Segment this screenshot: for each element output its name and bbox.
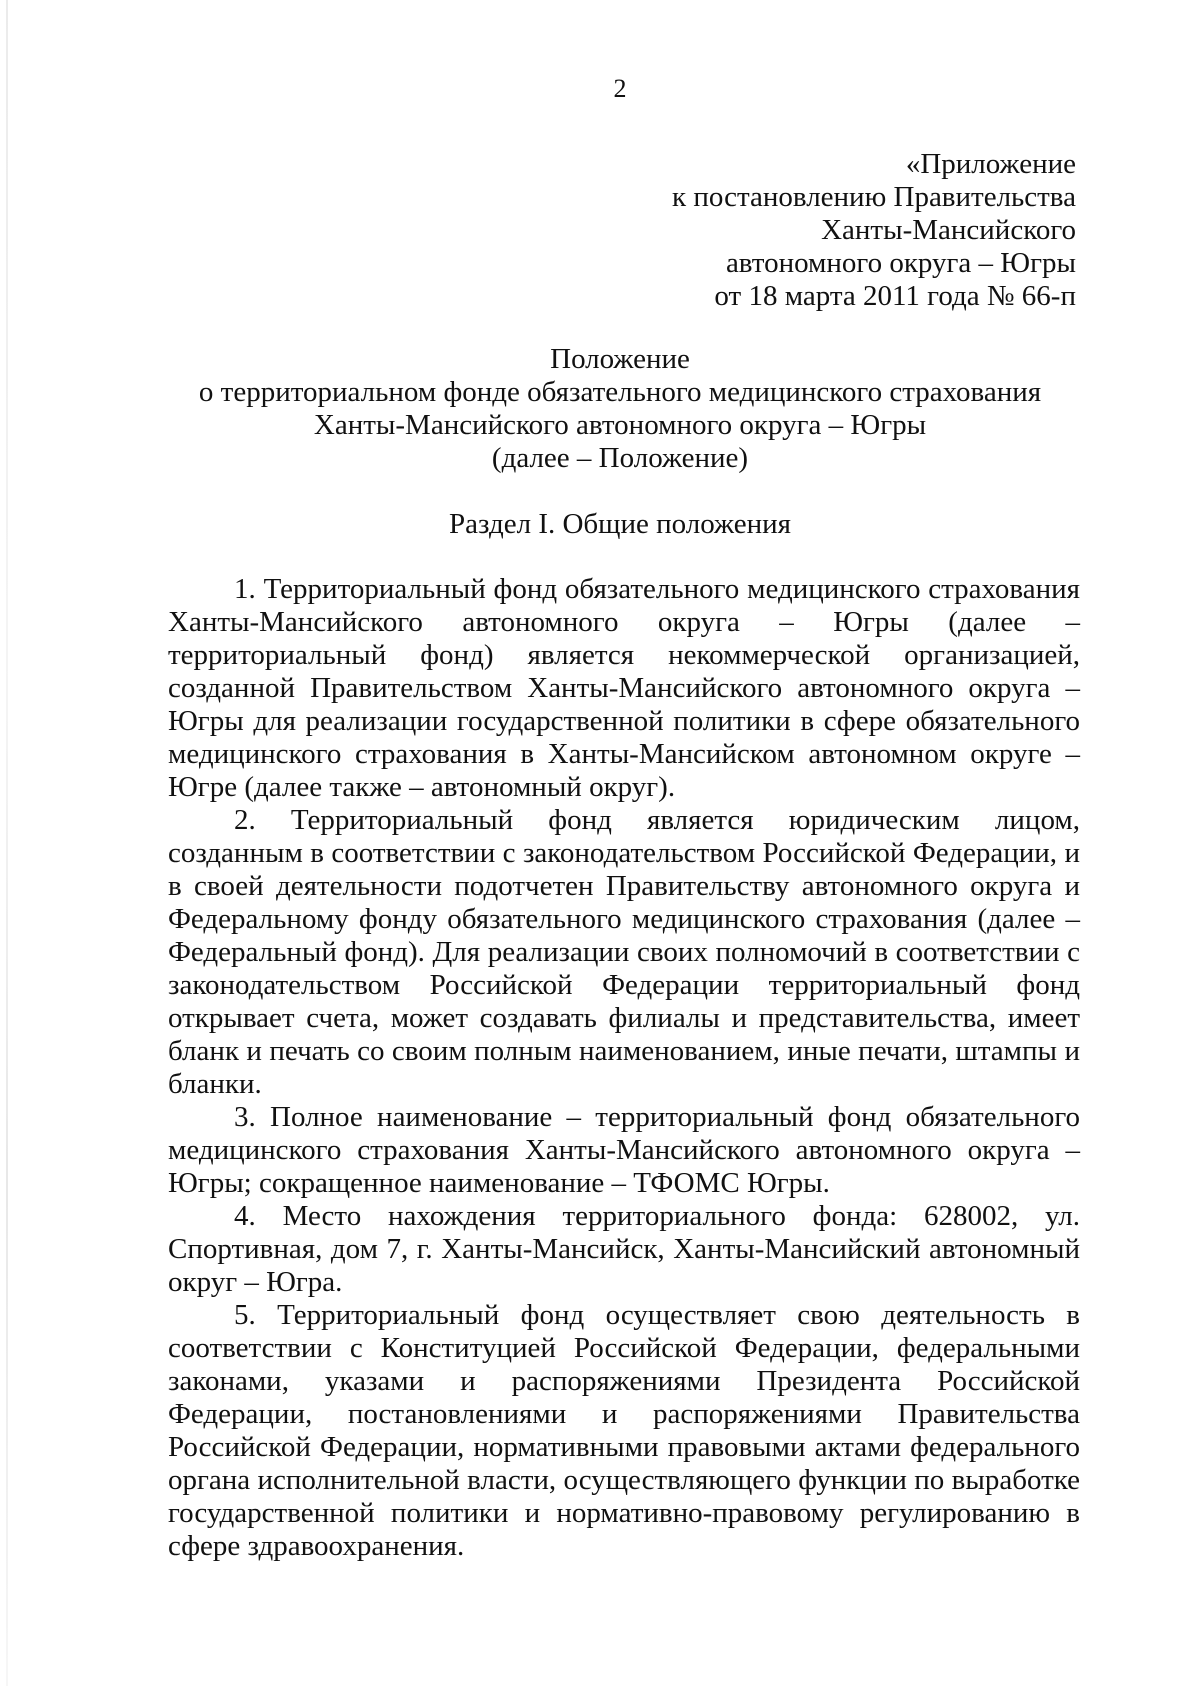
appendix-line: к постановлению Правительства <box>672 181 1076 213</box>
document-body <box>168 573 1080 1563</box>
scan-edge-shadow <box>6 0 8 1686</box>
title-line: Положение <box>550 343 690 375</box>
page-number: 2 <box>613 74 627 103</box>
paragraph-2: 2. Территориальный фонд является юридическим лицом, созданным в соответствии с законодательством Российской Федерации, и в своей деятельности подотчетен Правительству автономного округа и Федеральному фонду обязательного медицинского страхования (далее – Федеральный фонд). Для реализации своих полномочий в соответствии с законодательством Российской Федерации территориальный фонд открывает счета, может создавать филиалы и представительства, имеет бланк и печать со своим полным наименованием, иные печати, штампы и бланки. <box>168 804 1080 1100</box>
title-line: Ханты-Мансийского автономного округа – Югры <box>313 409 927 441</box>
appendix-reference <box>672 148 1076 313</box>
document-title <box>0 343 1200 475</box>
appendix-line: «Приложение <box>905 148 1076 180</box>
appendix-line: автономного округа – Югры <box>725 247 1076 279</box>
paragraph-3: 3. Полное наименование – территориальный фонд обязательного медицинского страхования Ханты-Мансийского автономного округа – Югры; сокращенное наименование – ТФОМС Югры. <box>168 1101 1080 1199</box>
paragraph-5: 5. Территориальный фонд осуществляет свою деятельность в соответствии с Конституцией Российской Федерации, федеральными законами, указами и распоряжениями Президента Российской Федерации, постановлениями и распоряжениями Правительства Российской Федерации, нормативными правовыми актами федерального органа исполнительной власти, осуществляющего функции по выработке государственной политики и нормативно-правовому регулированию в сфере здравоохранения. <box>168 1299 1080 1562</box>
paragraph-4: 4. Место нахождения территориального фонда: 628002, ул. Спортивная, дом 7, г. Ханты-Мансийск, Ханты-Мансийский автономный округ – Югра. <box>168 1200 1080 1298</box>
appendix-line: от 18 марта 2011 года № 66-п <box>714 280 1076 312</box>
appendix-line: Ханты-Мансийского <box>821 214 1076 246</box>
paragraph-1: 1. Территориальный фонд обязательного медицинского страхования Ханты-Мансийского автономного округа – Югры (далее – территориальный фонд) является некоммерческой организацией, созданной Правительством Ханты-Мансийского автономного округа – Югры для реализации государственной политики в сфере обязательного медицинского страхования в Ханты-Мансийском автономном округе – Югре (далее также – автономный округ). <box>168 573 1080 803</box>
title-line: о территориальном фонде обязательного медицинского страхования <box>198 376 1042 408</box>
title-line: (далее – Положение) <box>491 442 749 474</box>
section-heading: Раздел I. Общие положения <box>449 508 791 540</box>
